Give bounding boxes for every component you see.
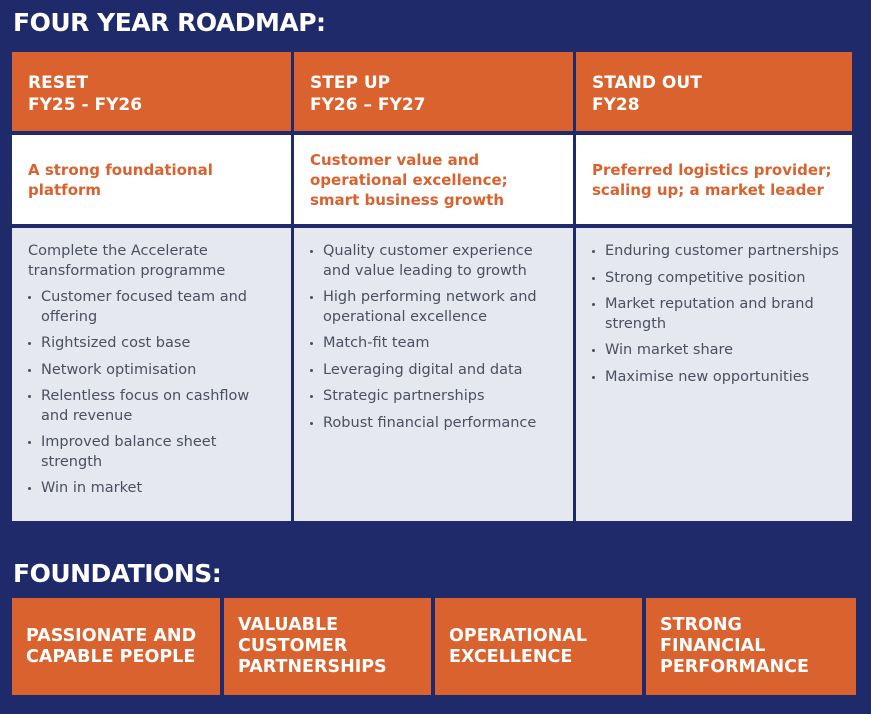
- foundation-people: PASSIONATE AND CAPABLE PEOPLE: [12, 598, 220, 695]
- list-item: Strategic partnerships: [310, 387, 563, 407]
- list-item: Maximise new opportunities: [592, 368, 842, 388]
- phase-header: [294, 52, 573, 131]
- phase-column-step-up: [294, 52, 573, 521]
- phase-details: [12, 228, 291, 521]
- list-item: Relentless focus on cashflow and revenue: [28, 387, 281, 426]
- phase-bullet-list: [592, 242, 842, 387]
- phase-period: FY26 – FY27: [310, 95, 426, 115]
- foundation-operational-excellence: OPERATIONAL EXCELLENCE: [435, 598, 642, 695]
- list-item: High performing network and operational excellence: [310, 288, 563, 327]
- foundations-title: FOUNDATIONS:: [13, 559, 222, 588]
- phase-name: STEP UP: [310, 73, 391, 93]
- phase-details: [576, 228, 852, 521]
- phase-column-stand-out: [576, 52, 852, 521]
- list-item: Market reputation and brand strength: [592, 295, 842, 334]
- list-item: Enduring customer partnerships: [592, 242, 842, 262]
- page-title: FOUR YEAR ROADMAP:: [13, 8, 326, 37]
- list-item: Improved balance sheet strength: [28, 433, 281, 472]
- list-item: Win in market: [28, 479, 281, 499]
- list-item: Match-fit team: [310, 334, 563, 354]
- phase-header: [576, 52, 852, 131]
- foundation-financial-performance: STRONG FINANCIAL PERFORMANCE: [646, 598, 856, 695]
- phase-intro: Complete the Accelerate transformation programme: [28, 243, 226, 279]
- list-item: Customer focused team and offering: [28, 288, 281, 327]
- list-item: Leveraging digital and data: [310, 361, 563, 381]
- phase-theme: Customer value and operational excellence; smart business growth: [294, 135, 573, 224]
- foundations-row: [12, 598, 856, 695]
- list-item: Robust financial performance: [310, 414, 563, 434]
- phase-details: [294, 228, 573, 521]
- phase-column-reset: [12, 52, 291, 521]
- phase-bullet-list: [28, 288, 281, 499]
- phase-bullet-list: [310, 242, 563, 433]
- phase-theme: Preferred logistics provider; scaling up; a market leader: [576, 135, 852, 224]
- list-item: Win market share: [592, 341, 842, 361]
- phase-period: FY25 - FY26: [28, 95, 143, 115]
- list-item: Strong competitive position: [592, 269, 842, 289]
- phase-theme: A strong foundational platform: [12, 135, 291, 224]
- list-item: Rightsized cost base: [28, 334, 281, 354]
- foundation-customer-partnerships: VALUABLE CUSTOMER PARTNERSHIPS: [224, 598, 431, 695]
- list-item: Network optimisation: [28, 361, 281, 381]
- phase-name: STAND OUT: [592, 73, 702, 93]
- list-item: Quality customer experience and value leading to growth: [310, 242, 563, 281]
- phase-name: RESET: [28, 73, 89, 93]
- roadmap-grid: [12, 52, 852, 521]
- phase-header: [12, 52, 291, 131]
- phase-period: FY28: [592, 95, 640, 115]
